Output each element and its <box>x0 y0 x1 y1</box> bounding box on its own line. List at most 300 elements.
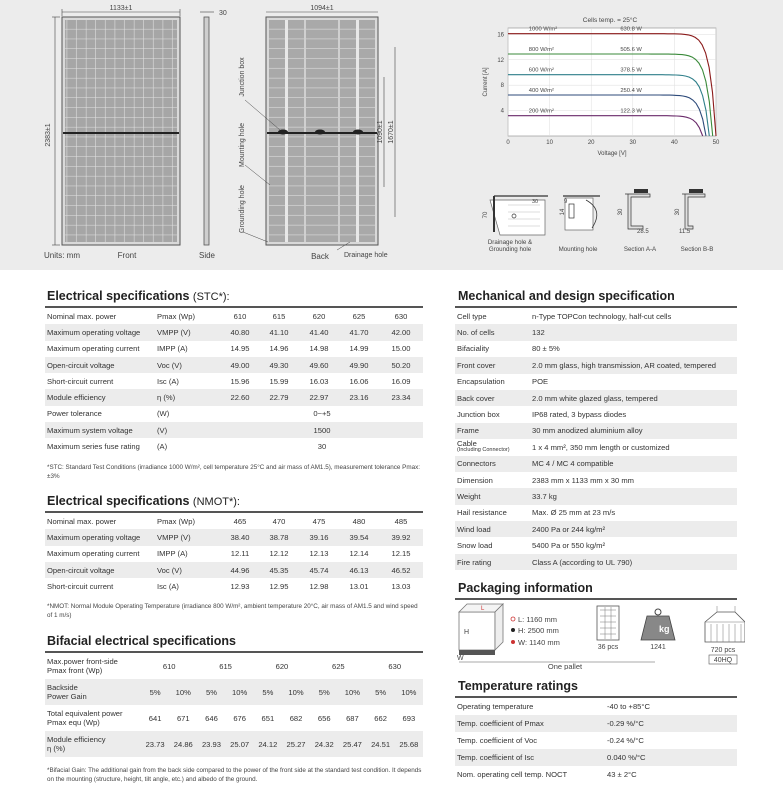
series-name: 600 W/m² <box>528 67 554 74</box>
bifacial-value: 24.51 <box>367 731 395 757</box>
y-axis-label: Current [A] <box>483 67 489 97</box>
stc-value: 0~+5 <box>313 409 331 419</box>
pallet-weight: 1241 <box>650 644 666 651</box>
mech-key: Hail resistance <box>457 508 507 518</box>
stc-value: 23.16 <box>339 389 379 405</box>
bifacial-label <box>45 679 141 705</box>
mech-key: Back cover <box>455 390 529 406</box>
mech-key: Junction box <box>457 410 500 420</box>
drainage-detail <box>483 196 548 235</box>
bifacial-label <box>45 653 141 679</box>
mech-key: Connectors <box>455 456 529 472</box>
series-name: 200 W/m² <box>528 108 554 115</box>
stc-value: 615 <box>272 311 286 321</box>
dim-30-top: 30 <box>532 199 539 205</box>
back-label: Back <box>311 252 329 261</box>
nmot-param: Maximum operating current <box>47 549 140 559</box>
bifacial-value: 651 <box>261 713 275 723</box>
bifacial-value: 10% <box>282 679 310 705</box>
stc-value: 41.10 <box>259 324 299 340</box>
bifacial-value: 687 <box>346 713 359 723</box>
nmot-value: 45.35 <box>259 562 299 578</box>
nmot-unit: Pmax (Wp) <box>157 516 195 526</box>
bifacial-title: Bifacial electrical specifications <box>47 634 236 648</box>
nmot-value: 12.15 <box>391 549 411 559</box>
bifacial-value: 646 <box>205 713 218 723</box>
back-width-label: 1094±1 <box>310 5 334 12</box>
temp-value: 0.040 %/°C <box>605 749 737 766</box>
nmot-row <box>45 529 423 545</box>
temp-row <box>455 732 737 749</box>
side-thickness-label: 30 <box>219 10 227 17</box>
bifacial-value: 5% <box>310 679 338 705</box>
back-view <box>239 5 395 250</box>
temp-key: Nom. operating cell temp. NOCT <box>457 770 568 779</box>
mech-value: 132 <box>529 324 737 340</box>
front-label: Front <box>117 251 137 260</box>
bifacial-label-line: Backside <box>47 683 78 692</box>
temp-key: Temp. coefficient of Isc <box>455 749 605 766</box>
mech-row <box>455 439 737 455</box>
mech-key: Encapsulation <box>457 377 505 387</box>
mech-key: Bifaciality <box>457 344 490 354</box>
stc-value: 15.99 <box>269 376 289 386</box>
packaging-divider <box>455 598 737 600</box>
stc-value: 23.34 <box>379 389 423 405</box>
temp-row <box>455 749 737 766</box>
bifacial-value: 671 <box>176 713 190 723</box>
bifacial-table <box>45 653 423 757</box>
bifacial-value: 24.32 <box>310 731 338 757</box>
mech-key: Fire rating <box>455 554 529 570</box>
bifacial-value: 5% <box>197 679 225 705</box>
stc-value: 41.70 <box>339 324 379 340</box>
mech-row <box>455 456 737 472</box>
section-details <box>483 189 713 253</box>
bifacial-value: 25.07 <box>226 731 254 757</box>
mech-row <box>455 308 737 324</box>
bifacial-value: 5% <box>141 679 169 705</box>
kg-glyph: kg <box>659 624 670 634</box>
nmot-param: Maximum operating voltage <box>45 529 155 545</box>
mech-row <box>455 537 737 553</box>
bifacial-value: 625 <box>331 661 345 671</box>
nmot-note: *NMOT: Normal Module Operating Temperature (irradiance 800 W/m², ambient temperature 20°C, air mass of AM1.5 and wind speed of 1 m/s) <box>47 603 418 619</box>
mech-value: POE <box>532 377 549 387</box>
temp-row <box>455 766 737 783</box>
stc-unit: Voc (V) <box>155 357 221 373</box>
bifacial-note: *Bifacial Gain: The additional gain from the back side compared to the power of the front side at the standard test condition. It depends on the mounting (structure, height, tilt angle, etc.) and albedo of the ground. <box>47 767 422 783</box>
mech-value: Class A (according to UL 790) <box>529 554 737 570</box>
bifacial-value: 693 <box>402 713 416 723</box>
stc-value: 50.20 <box>379 357 423 373</box>
nmot-value: 485 <box>394 516 408 526</box>
temp-value: -0.29 %/°C <box>605 715 737 732</box>
mech-value: 2400 Pa or 244 kg/m² <box>529 521 737 537</box>
iv-chart <box>483 16 720 157</box>
side-label: Side <box>198 251 216 260</box>
stc-value: 22.97 <box>299 389 339 405</box>
pallet-width: W: 1140 mm <box>518 638 560 647</box>
pallet-length: L: 1160 mm <box>518 615 558 624</box>
stc-param: Nominal max. power <box>47 311 117 321</box>
stc-row <box>45 406 423 422</box>
series-power: 250.4 W <box>620 88 642 95</box>
nmot-value: 38.40 <box>221 529 259 545</box>
mech-row <box>455 423 737 439</box>
box-l: L <box>481 606 485 612</box>
mech-row <box>455 505 737 521</box>
stc-table <box>45 308 423 455</box>
bifacial-value: 5% <box>367 679 395 705</box>
x-tick-label: 10 <box>546 140 553 146</box>
dim-30-a: 30 <box>618 208 624 216</box>
stc-value: 625 <box>352 311 366 321</box>
stc-value: 15.96 <box>230 376 250 386</box>
mechanical-title: Mechanical and design specification <box>458 289 675 303</box>
mounting-caption: Mounting hole <box>558 246 598 253</box>
mechanical-table <box>455 308 737 570</box>
stc-value: 630 <box>394 311 408 321</box>
temp-key: Temp. coefficient of Pmax <box>455 715 605 732</box>
stc-value: 22.79 <box>259 389 299 405</box>
temp-key: Temp. coefficient of Voc <box>457 736 538 745</box>
bifacial-label-line: Pmax front (Wp) <box>47 666 103 675</box>
bifacial-value: 10% <box>226 679 254 705</box>
bifacial-value: 10% <box>169 679 197 705</box>
bifacial-label-line: Max.power front-side <box>47 657 118 666</box>
chart-title: Cells temp. = 25°C <box>582 17 638 24</box>
mech-row <box>455 374 737 390</box>
stc-param: Open-circuit voltage <box>45 357 155 373</box>
stc-param: Short-circuit current <box>47 376 114 386</box>
bifacial-value: 656 <box>317 713 331 723</box>
nmot-value: 46.13 <box>339 562 379 578</box>
bifacial-value: 24.86 <box>169 731 197 757</box>
stc-value: 49.90 <box>339 357 379 373</box>
bifacial-value: 630 <box>388 661 402 671</box>
y-tick-label: 12 <box>497 57 504 64</box>
packaging-graphics <box>455 602 745 670</box>
mech-key: Cell type <box>457 311 487 321</box>
series-name: 800 W/m² <box>528 47 554 54</box>
stc-unit: VMPP (V) <box>155 324 221 340</box>
nmot-row <box>45 513 423 529</box>
bifacial-label-line: Power Gain <box>47 692 87 701</box>
stc-value: 49.00 <box>221 357 259 373</box>
stc-param: Maximum operating current <box>47 344 140 354</box>
nmot-value: 12.12 <box>269 549 289 559</box>
stc-value: 1500 <box>221 422 423 438</box>
bifacial-value: 615 <box>219 661 232 671</box>
drainage-hole-label: Drainage hole <box>344 252 388 259</box>
box-w: W <box>457 655 464 662</box>
mech-key: Weight <box>455 488 529 504</box>
nmot-row <box>45 578 423 594</box>
mech-value: Max. Ø 25 mm at 23 m/s <box>532 508 616 518</box>
mech-key: Front cover <box>455 357 529 373</box>
stc-value: 42.00 <box>379 324 423 340</box>
front-width-label: 1133±1 <box>109 5 133 12</box>
bifacial-row <box>45 679 423 705</box>
stc-value: 16.06 <box>349 376 369 386</box>
stc-param: Power tolerance <box>47 409 102 419</box>
stc-unit: (A) <box>157 442 168 452</box>
nmot-value: 12.13 <box>309 549 329 559</box>
nmot-unit: IMPP (A) <box>157 549 188 559</box>
stc-row <box>45 422 423 438</box>
mech-key: Snow load <box>457 541 493 551</box>
side-view <box>200 10 227 245</box>
stc-param: Maximum operating voltage <box>45 324 155 340</box>
mech-key: Wind load <box>455 521 529 537</box>
series-name: 400 W/m² <box>528 88 554 95</box>
bifacial-value: 25.47 <box>338 731 366 757</box>
nmot-value: 12.11 <box>230 549 250 559</box>
stc-note: *STC: Standard Test Conditions (irradiance 1000 W/m², cell temperature 25°C and air mass of AM1.5), measurement tolerance Pmax: ±3% <box>47 464 421 480</box>
mech-row <box>455 324 737 340</box>
nmot-value: 39.54 <box>339 529 379 545</box>
y-tick-label: 16 <box>497 32 504 39</box>
front-view <box>45 5 180 245</box>
bifacial-value: 10% <box>395 679 423 705</box>
temperature-table <box>455 698 737 783</box>
temp-key: Operating temperature <box>457 702 534 711</box>
mounting-detail <box>560 196 600 230</box>
stc-param: Module efficiency <box>45 389 155 405</box>
mech-row <box>455 472 737 488</box>
nmot-value: 13.03 <box>391 581 411 591</box>
stc-value: 620 <box>312 311 326 321</box>
bifacial-value: 662 <box>374 713 387 723</box>
temp-value: 43 ± 2°C <box>607 770 637 779</box>
nmot-value: 12.93 <box>230 581 250 591</box>
mech-row <box>455 488 737 504</box>
bifacial-row <box>45 653 423 679</box>
stc-unit: η (%) <box>155 389 221 405</box>
nmot-value: 12.95 <box>269 581 289 591</box>
stc-value: 15.00 <box>391 344 411 354</box>
pallet-caption: One pallet <box>547 662 583 670</box>
nmot-param: Nominal max. power <box>47 516 117 526</box>
stc-unit: Pmax (Wp) <box>157 311 195 321</box>
section-a-caption: Section A-A <box>623 246 657 253</box>
grounding-caption: Grounding hole <box>488 246 532 253</box>
bifacial-value: 25.27 <box>282 731 310 757</box>
mech-value: IP68 rated, 3 bypass diodes <box>532 410 627 420</box>
mech-value: 2.0 mm white glazed glass, tempered <box>529 390 737 406</box>
stc-value: 16.09 <box>391 376 411 386</box>
bifacial-value: 5% <box>254 679 282 705</box>
stc-row <box>45 324 423 340</box>
series-power: 630.8 W <box>620 26 642 33</box>
mech-key-sub: (Including Connector) <box>457 447 510 454</box>
x-tick-label: 50 <box>712 140 720 146</box>
nmot-value: 46.52 <box>379 562 423 578</box>
nmot-row <box>45 546 423 562</box>
mech-value: 1 x 4 mm², 350 mm length or customized <box>532 442 670 452</box>
mounting-hole-label: Mounting hole <box>239 123 246 167</box>
pallet-height: H: 2500 mm <box>518 626 559 635</box>
temp-row <box>455 698 737 715</box>
nmot-value: 39.92 <box>379 529 423 545</box>
mech-key: Dimension <box>457 475 493 485</box>
dim-11-5: 11.5 <box>679 229 691 235</box>
stc-value: 30 <box>317 442 327 452</box>
stc-title: Electrical specifications (STC*): <box>47 289 230 303</box>
temperature-title: Temperature ratings <box>458 679 578 693</box>
junction-box-label: Junction box <box>239 57 246 97</box>
y-tick-label: 8 <box>500 83 504 90</box>
plot-area <box>508 28 716 136</box>
stc-unit: (W) <box>157 409 170 419</box>
mech-row <box>455 390 737 406</box>
packaging-title: Packaging information <box>458 581 593 595</box>
bifacial-value: 25.68 <box>395 731 423 757</box>
stc-row <box>45 341 423 357</box>
pieces-per-pallet: 36 pcs <box>597 644 619 651</box>
nmot-unit: Voc (V) <box>155 562 221 578</box>
front-height-label: 2383±1 <box>45 123 52 147</box>
grounding-hole-label: Grounding hole <box>239 185 246 233</box>
series-power: 378.5 W <box>620 67 642 74</box>
nmot-value: 13.01 <box>349 581 369 591</box>
stc-row <box>45 389 423 405</box>
stc-unit: Isc (A) <box>157 376 179 386</box>
nmot-value: 465 <box>233 516 247 526</box>
stc-value: 49.60 <box>299 357 339 373</box>
stc-value: 41.40 <box>299 324 339 340</box>
mech-value: 2383 mm x 1133 mm x 30 mm <box>532 475 634 485</box>
temp-value: -40 to +85°C <box>607 702 650 711</box>
stc-row <box>45 357 423 373</box>
x-tick-label: 40 <box>671 140 678 146</box>
container-icon <box>705 606 745 642</box>
bifacial-value: 23.93 <box>197 731 225 757</box>
bifacial-value: 24.12 <box>254 731 282 757</box>
stc-value: 14.95 <box>230 344 250 354</box>
dim-9: 9 <box>564 199 568 205</box>
container-capacity: 720 pcs <box>710 647 736 654</box>
nmot-value: 38.78 <box>259 529 299 545</box>
dim-14: 14 <box>560 208 566 216</box>
container-type: 40HQ <box>713 657 733 664</box>
stc-row <box>45 438 423 454</box>
bifacial-value: 641 <box>148 713 162 723</box>
mech-key: No. of cells <box>455 324 529 340</box>
x-tick-label: 30 <box>629 140 637 146</box>
dim-70: 70 <box>483 211 489 219</box>
section-b-caption: Section B-B <box>680 246 714 253</box>
mech-row <box>455 341 737 357</box>
stc-unit: (V) <box>155 422 221 438</box>
nmot-value: 12.98 <box>309 581 329 591</box>
bifacial-value: 682 <box>289 713 303 723</box>
drainage-caption: Drainage hole & <box>487 239 533 246</box>
nmot-unit: Isc (A) <box>157 581 179 591</box>
technical-drawing-panel <box>0 0 783 270</box>
temp-row <box>455 715 737 732</box>
bifacial-label-line: η (%) <box>47 744 66 753</box>
mech-value: 2.0 mm glass, high transmission, AR coated, tempered <box>529 357 737 373</box>
mech-row <box>455 357 737 373</box>
x-tick-label: 20 <box>587 140 595 146</box>
bifacial-row <box>45 705 423 731</box>
mech-row <box>455 406 737 422</box>
stc-value: 14.99 <box>349 344 369 354</box>
ground-spacing-label: 1670±1 <box>388 120 395 144</box>
pallet-box-icon <box>457 604 503 662</box>
mech-value: n-Type TOPCon technology, half-cut cells <box>532 311 672 321</box>
module-stack-icon <box>597 606 619 640</box>
nmot-title: Electrical specifications (NMOT*): <box>47 494 240 508</box>
mech-row <box>455 521 737 537</box>
mech-value: 80 ± 5% <box>532 344 560 354</box>
stc-value: 22.60 <box>221 389 259 405</box>
mech-value: 5400 Pa or 550 kg/m² <box>532 541 606 551</box>
bifacial-label <box>45 705 141 731</box>
weight-icon <box>641 609 675 640</box>
stc-value: 16.03 <box>309 376 329 386</box>
stc-value: 14.98 <box>309 344 329 354</box>
bifacial-label-line: Module efficiency <box>47 735 106 744</box>
nmot-value: 39.16 <box>299 529 339 545</box>
series-power: 122.3 W <box>620 108 642 115</box>
stc-value: 610 <box>233 311 247 321</box>
box-h: H <box>464 629 470 636</box>
nmot-value: 470 <box>272 516 286 526</box>
nmot-unit: VMPP (V) <box>155 529 221 545</box>
bifacial-value: 23.73 <box>141 731 169 757</box>
bifacial-value: 610 <box>162 661 176 671</box>
units-label: Units: mm <box>44 251 80 260</box>
stc-row <box>45 373 423 389</box>
stc-row <box>45 308 423 324</box>
stc-value: 14.96 <box>269 344 289 354</box>
x-tick-label: 0 <box>506 140 510 146</box>
nmot-value: 480 <box>352 516 366 526</box>
bifacial-value: 676 <box>233 713 246 723</box>
mech-value: 33.7 kg <box>529 488 737 504</box>
series-power: 505.6 W <box>620 47 642 54</box>
nmot-param: Short-circuit current <box>47 581 114 591</box>
mech-value: 30 mm anodized aluminium alloy <box>529 423 737 439</box>
stc-param: Maximum series fuse rating <box>47 442 140 452</box>
nmot-param: Open-circuit voltage <box>45 562 155 578</box>
bifacial-label-line: Total equivalent power <box>47 709 123 718</box>
bifacial-label-line: Pmax equ (Wp) <box>47 718 100 727</box>
dim-30-b: 30 <box>675 208 681 216</box>
bifacial-label <box>45 731 141 757</box>
mech-key: Cable (Including Connector) <box>455 439 529 455</box>
nmot-table <box>45 513 423 594</box>
stc-unit: IMPP (A) <box>157 344 188 354</box>
bifacial-value: 10% <box>338 679 366 705</box>
nmot-row <box>45 562 423 578</box>
nmot-value: 44.96 <box>221 562 259 578</box>
mech-key: Frame <box>455 423 529 439</box>
x-axis-label: Voltage [V] <box>597 151 627 157</box>
stc-param: Maximum system voltage <box>45 422 155 438</box>
nmot-value: 475 <box>312 516 326 526</box>
temp-value: -0.24 %/°C <box>607 736 644 745</box>
nmot-value: 45.74 <box>299 562 339 578</box>
section-b-detail <box>675 189 705 235</box>
series-name: 1000 W/m² <box>528 26 558 33</box>
mech-value: MC 4 / MC 4 compatible <box>529 456 737 472</box>
bifacial-row <box>45 731 423 757</box>
section-a-detail <box>618 189 650 235</box>
